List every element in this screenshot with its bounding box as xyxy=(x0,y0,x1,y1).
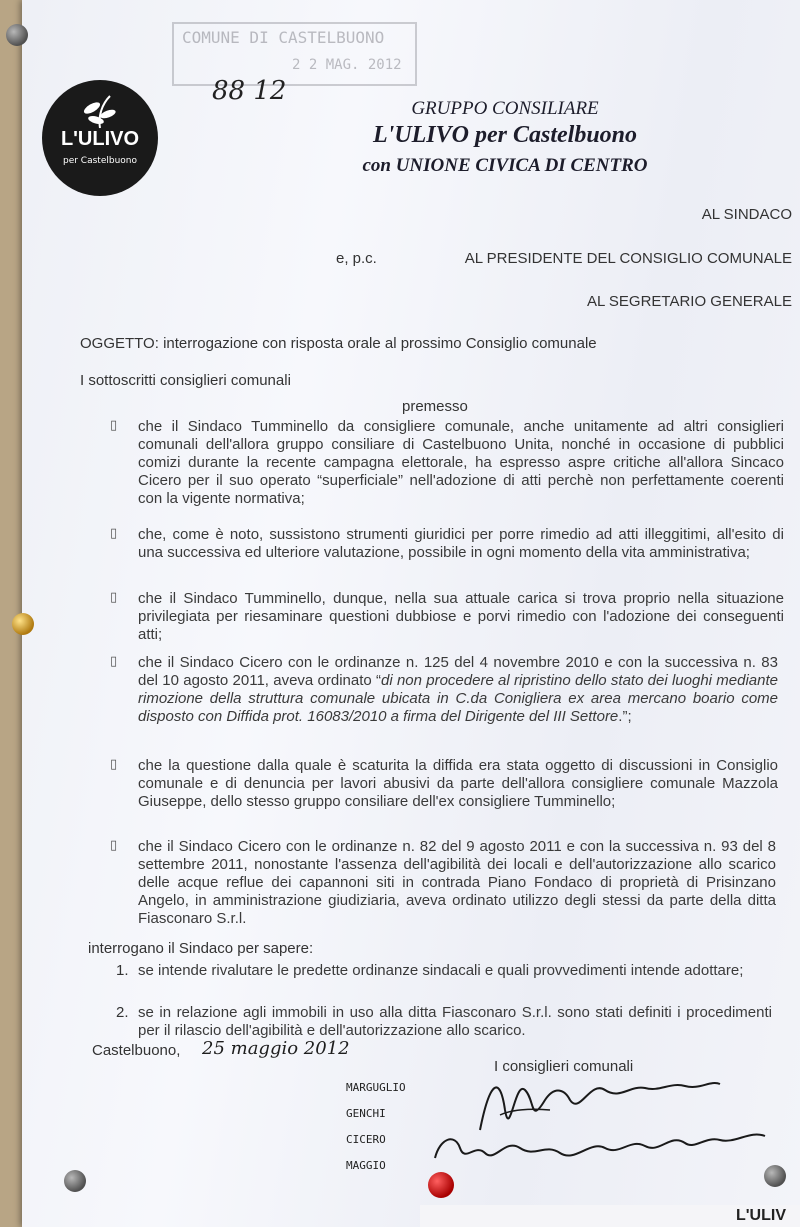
logo-word: L'ULIVO xyxy=(60,128,140,150)
stamp-date: 2 2 MAG. 2012 xyxy=(292,57,402,73)
bullet-marker: ▯ xyxy=(110,654,118,669)
signer-name: MAGGIO xyxy=(346,1159,386,1172)
bullet-marker: ▯ xyxy=(110,418,118,433)
header-line-1: GRUPPO CONSILIARE xyxy=(411,98,599,119)
signatories-label: I consiglieri comunali xyxy=(494,1058,634,1075)
bullet-marker: ▯ xyxy=(110,757,118,772)
point-4-quote: di non procedere al ripristino dello stato dei luoghi mediante rimozione della struttura comunale ubicata in C.da Conigliera ex area mercano boario come disposto con Diffida prot. 16083/2010 a firma del Dirigente del III Settore xyxy=(138,672,778,725)
bullet-marker: ▯ xyxy=(110,838,118,853)
protocol-stamp xyxy=(172,22,417,86)
signature-2 xyxy=(430,1118,770,1188)
question-1-number: 1. xyxy=(116,962,129,979)
ulivo-logo xyxy=(42,80,158,196)
bullet-marker: ▯ xyxy=(110,526,118,541)
handwritten-date: 25 maggio 2012 xyxy=(202,1038,350,1059)
premesso-heading: premesso xyxy=(402,398,468,415)
premise-point-4 xyxy=(138,654,778,726)
stamp-text: COMUNE DI CASTELBUONO xyxy=(182,28,385,47)
recipient-sindaco: AL SINDACO xyxy=(701,206,792,223)
question-2-number: 2. xyxy=(116,1004,129,1021)
recipient-ep: e, p.c. xyxy=(336,250,377,267)
pushpin-top-left xyxy=(6,24,28,46)
logo-sub: per Castelbuono xyxy=(63,156,137,166)
bullet-marker: ▯ xyxy=(110,590,118,605)
signer-name: CICERO xyxy=(346,1133,386,1146)
premise-point-2: che, come è noto, sussistono strumenti giuridici per porre rimedio ad atti illeggitimi, all'esito di una successiva ed ulteriore valutazione, possibile in ogni momento della vita amministrativa; xyxy=(138,526,784,561)
recipient-presidente: AL PRESIDENTE DEL CONSIGLIO COMUNALE xyxy=(464,250,792,267)
olive-branch-icon xyxy=(80,94,120,130)
pushpin-bottom-left xyxy=(64,1170,86,1192)
bottom-logo-strip xyxy=(420,1205,800,1227)
question-2-text: se in relazione agli immobili in uso alla ditta Fiasconaro S.r.l. sono stati definiti i procedimenti per il rilascio dell'agibilità e dell'autorizzazione allo scarico. xyxy=(138,1004,772,1039)
signer-names xyxy=(346,1075,406,1179)
question-intro: interrogano il Sindaco per sapere: xyxy=(88,940,314,957)
intro-line: I sottoscritti consiglieri comunali xyxy=(80,372,291,389)
header-line-2: L'ULIVO per Castelbuono xyxy=(372,122,638,148)
subject-line: OGGETTO: interrogazione con risposta orale al prossimo Consiglio comunale xyxy=(80,335,597,352)
pushpin-middle-left xyxy=(12,613,34,635)
premise-point-3: che il Sindaco Tumminello, dunque, nella sua attuale carica si trova proprio nella situazione privilegiata per riesaminare questioni dubbiose e porvi rimedio con l'adozione dei conseguenti atti; xyxy=(138,590,784,643)
header-line-3: con UNIONE CIVICA DI CENTRO xyxy=(362,155,648,176)
question-1-text: se intende rivalutare le predette ordinanze sindacali e quali provvedimenti intende adottare; xyxy=(138,962,744,979)
place-label: Castelbuono, xyxy=(92,1042,181,1059)
bottom-logo-text: L'ULIV xyxy=(735,1207,786,1224)
recipient-segretario: AL SEGRETARIO GENERALE xyxy=(586,293,792,310)
signer-name: GENCHI xyxy=(346,1107,386,1120)
premise-point-5: che la questione dalla quale è scaturita la diffida era stata oggetto di discussioni in Consiglio comunale e di denuncia per lavori abusivi da parte dell'allora consigliere comunale Mazzola Giuseppe, dello stesso gruppo consiliare dell'ex consigliere Tumminello; xyxy=(138,757,778,810)
point-4-end: .”; xyxy=(618,708,632,725)
premise-point-6: che il Sindaco Cicero con le ordinanze n. 82 del 9 agosto 2011 e con la successiva n. 93 del 8 settembre 2011, nonostante l'assenza dell'agibilità dei locali e dell'autorizzazione allo scarico delle acque reflue dei capannoni siti in contrada Piano Fondaco di proprietà di Prisinzano Angelo, in amministrazione giudiziaria, aveva ordinato utilizzo degli stessi da parte della ditta Fiasconaro S.r.l. xyxy=(138,838,776,927)
point-4-text: che il Sindaco Cicero con le ordinanze n. 125 del 4 novembre 2010 e con la successiva n. 83 del 10 agosto 2011, aveva ordinato “ xyxy=(138,654,778,689)
premise-point-1: che il Sindaco Tumminello da consigliere comunale, anche unitamente ad altri consiglieri comunali dell'allora gruppo consiliare di Castelbuono Unita, nonché in occasione di pubblici comizi durante la recente campagna elettorale, ha espresso aspre critiche all'allora Sincaco Cicero per il suo operato “superficiale” nell'adozione di atti perchè non perfettamente coerenti con la vigente normativa; xyxy=(138,418,784,507)
signer-name: MARGUGLIO xyxy=(346,1081,406,1094)
protocol-number: 88 12 xyxy=(212,76,287,106)
